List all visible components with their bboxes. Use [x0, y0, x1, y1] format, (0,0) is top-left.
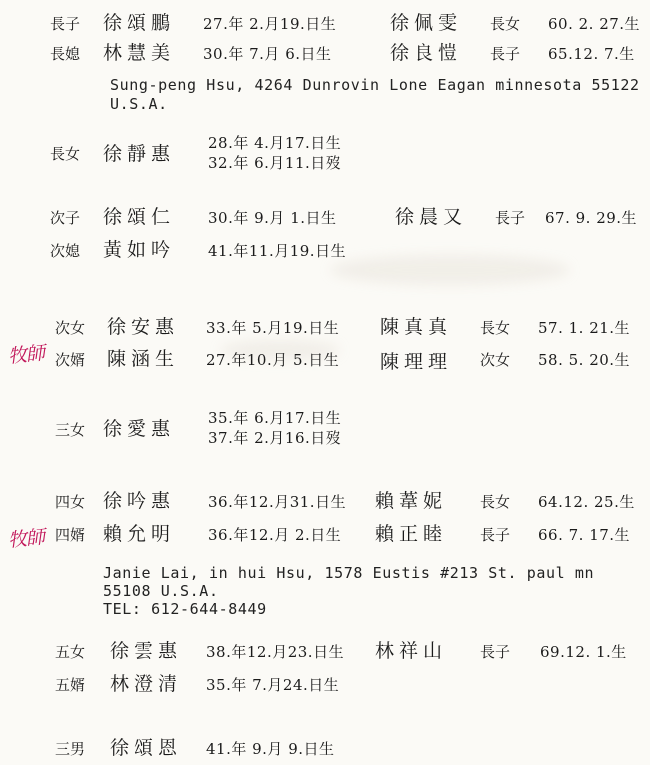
relation-label: 次媳: [50, 242, 81, 260]
child-name: 賴葦妮: [375, 490, 448, 512]
person-name: 徐頌鵬: [103, 12, 176, 34]
birth-date: 28.年 4.月17.日生: [208, 134, 342, 152]
address-line: Janie Lai, in hui Hsu, 1578 Eustis #213 St. paul mn: [103, 564, 595, 582]
child-name: 徐晨又: [395, 206, 468, 228]
birth-date: 41.年 9.月 9.日生: [206, 740, 335, 758]
birth-date: 36.年12.月31.日生: [208, 493, 347, 511]
relation-label: 長子: [50, 15, 81, 33]
person-name: 林澄清: [110, 673, 183, 695]
birth-date: 35.年 6.月17.日生: [208, 409, 342, 427]
address-country: U.S.A.: [110, 95, 168, 113]
person-name: 徐雲惠: [110, 640, 183, 662]
relation-label: 次子: [50, 209, 81, 227]
birth-date: 41.年11.月19.日生: [208, 242, 347, 260]
child-birth-date: 67. 9. 29.生: [545, 209, 638, 227]
child-name: 徐良愷: [390, 42, 463, 64]
child-relation: 長女: [490, 15, 521, 33]
person-name: 黃如吟: [103, 239, 176, 261]
address-line: Sung-peng Hsu, 4264 Dunrovin Lone Eagan minnesota 55122: [110, 76, 640, 94]
handwritten-note: 牧師: [6, 342, 46, 368]
telephone: TEL: 612-644-8449: [103, 600, 267, 618]
death-date: 32.年 6.月11.日歿: [208, 154, 342, 172]
child-relation: 次女: [480, 351, 511, 369]
birth-date: 35.年 7.月24.日生: [206, 676, 340, 694]
person-name: 徐愛惠: [103, 418, 176, 440]
relation-label: 三女: [55, 421, 86, 439]
person-name: 陳涵生: [107, 348, 180, 370]
relation-label: 四女: [55, 493, 86, 511]
child-birth-date: 60. 2. 27.生: [548, 15, 641, 33]
birth-date: 30.年 9.月 1.日生: [208, 209, 337, 227]
relation-label: 長女: [50, 145, 81, 163]
person-name: 徐安惠: [107, 316, 180, 338]
child-relation: 長子: [495, 209, 526, 227]
relation-label: 三男: [55, 740, 86, 758]
child-relation: 長女: [480, 493, 511, 511]
relation-label: 次婿: [55, 351, 86, 369]
birth-date: 27.年 2.月19.日生: [203, 15, 337, 33]
person-name: 徐頌恩: [110, 737, 183, 759]
child-birth-date: 64.12. 25.生: [538, 493, 635, 511]
child-name: 徐佩雯: [390, 12, 463, 34]
child-relation: 長女: [480, 319, 511, 337]
relation-label: 四婿: [55, 526, 86, 544]
address-postal: 55108 U.S.A.: [103, 582, 219, 600]
relation-label: 五婿: [55, 676, 86, 694]
person-name: 賴允明: [103, 523, 176, 545]
child-name: 陳理理: [380, 351, 453, 373]
birth-date: 30.年 7.月 6.日生: [203, 45, 332, 63]
relation-label: 次女: [55, 319, 86, 337]
child-birth-date: 65.12. 7.生: [548, 45, 635, 63]
child-name: 賴正睦: [375, 523, 448, 545]
death-date: 37.年 2.月16.日歿: [208, 429, 342, 447]
person-name: 徐頌仁: [103, 206, 176, 228]
birth-date: 27.年10.月 5.日生: [206, 351, 340, 369]
person-name: 徐靜惠: [103, 143, 176, 165]
child-name: 林祥山: [375, 640, 448, 662]
person-name: 林慧美: [103, 42, 176, 64]
child-birth-date: 57. 1. 21.生: [538, 319, 631, 337]
relation-label: 五女: [55, 643, 86, 661]
birth-date: 38.年12.月23.日生: [206, 643, 345, 661]
handwritten-note: 牧師: [6, 526, 46, 552]
child-birth-date: 69.12. 1.生: [540, 643, 627, 661]
child-relation: 長子: [480, 526, 511, 544]
child-relation: 長子: [490, 45, 521, 63]
birth-date: 33.年 5.月19.日生: [206, 319, 340, 337]
child-name: 陳真真: [380, 316, 453, 338]
child-birth-date: 58. 5. 20.生: [538, 351, 631, 369]
person-name: 徐吟惠: [103, 490, 176, 512]
birth-date: 36.年12.月 2.日生: [208, 526, 342, 544]
child-birth-date: 66. 7. 17.生: [538, 526, 631, 544]
relation-label: 長媳: [50, 45, 81, 63]
child-relation: 長子: [480, 643, 511, 661]
